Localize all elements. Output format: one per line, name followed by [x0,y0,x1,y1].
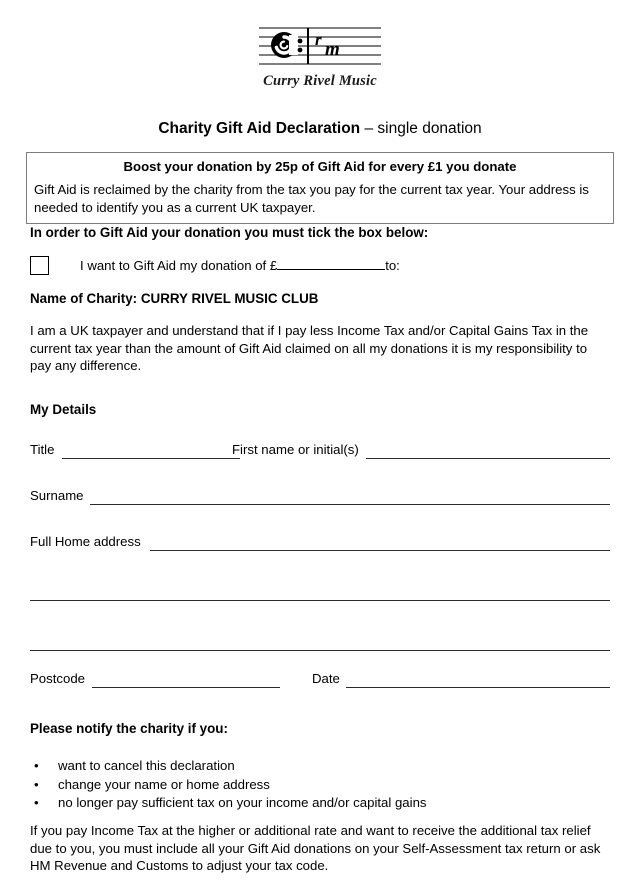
list-item [30,794,590,813]
notify-list [30,757,590,813]
notice-heading: Boost your donation by 25p of Gift Aid for every £1 you donate [123,159,517,174]
list-item [30,776,590,795]
name-field-row [30,441,610,463]
list-item [30,757,590,776]
page-title-main: Charity Gift Aid Declaration [158,120,361,137]
donation-amount-input[interactable] [277,258,385,270]
postcode-date-field-row [30,670,610,692]
first-name-field-label: First name or initial(s) [232,442,359,457]
address-field-input-3[interactable] [30,650,610,651]
surname-field-input[interactable] [90,504,610,505]
address-field-row-2 [30,583,610,605]
logo-wordmark: Curry Rivel Music [263,73,377,89]
gift-aid-tick-row [30,254,610,278]
first-name-field-input[interactable] [366,458,610,459]
page-title-subtitle: – single donation [360,120,482,137]
charity-name-value: CURRY RIVEL MUSIC CLUB [140,291,319,306]
address-field-row-1 [30,533,610,555]
page-title [0,119,640,138]
music-staff-icon [259,26,381,66]
svg-text:r: r [315,30,322,49]
donation-label-after: to: [385,258,400,273]
postcode-field-label: Postcode [30,671,85,686]
tick-instruction-heading: In order to Gift Aid your donation you must tick the box below: [30,225,429,240]
surname-field-row [30,487,610,509]
list-item-label: change your name or home address [58,776,270,792]
address-field-label: Full Home address [30,534,141,549]
my-details-heading: My Details [30,402,97,417]
title-field-input[interactable] [62,458,240,459]
date-field-label: Date [312,671,340,686]
postcode-field-input[interactable] [92,687,280,688]
gift-aid-notice-box [26,152,614,224]
notify-heading: Please notify the charity if you: [30,721,228,736]
svg-text:m: m [325,39,340,60]
bullet-icon: • [34,758,39,773]
list-item-label: want to cancel this declaration [58,758,235,773]
notice-body: Gift Aid is reclaimed by the charity from the tax you pay for the current tax year. Your address is needed to identify you as a current UK taxpayer. [34,182,589,215]
organisation-logo [0,26,640,90]
gift-aid-checkbox[interactable] [30,256,49,275]
address-field-input-1[interactable] [150,550,610,551]
list-item-label: no longer pay sufficient tax on your income and/or capital gains [58,795,427,810]
date-field-input[interactable] [346,687,610,688]
bullet-icon: • [34,776,39,792]
surname-field-label: Surname [30,488,84,503]
charity-name-line [30,290,610,307]
higher-rate-tax-note: If you pay Income Tax at the higher or additional rate and want to receive the additional tax relief due to you, you must include all your Gift Aid donations on your Self-Assessment tax return or ask HM Revenue and Customs to adjust your tax code. [30,823,601,873]
declaration-paragraph: I am a UK taxpayer and understand that if I pay less Income Tax and/or Capital Gains Tax in the current tax year than the amount of Gift Aid claimed on all my donations it is my responsibility to pay any difference. [30,323,589,373]
address-field-input-2[interactable] [30,600,610,601]
donation-label-before: I want to Gift Aid my donation of £ [80,258,278,273]
charity-name-label: Name of Charity: [30,291,141,306]
title-field-label: Title [30,442,55,457]
address-field-row-3 [30,633,610,655]
bullet-icon: • [34,795,39,810]
gift-aid-checkbox-label [80,256,400,275]
